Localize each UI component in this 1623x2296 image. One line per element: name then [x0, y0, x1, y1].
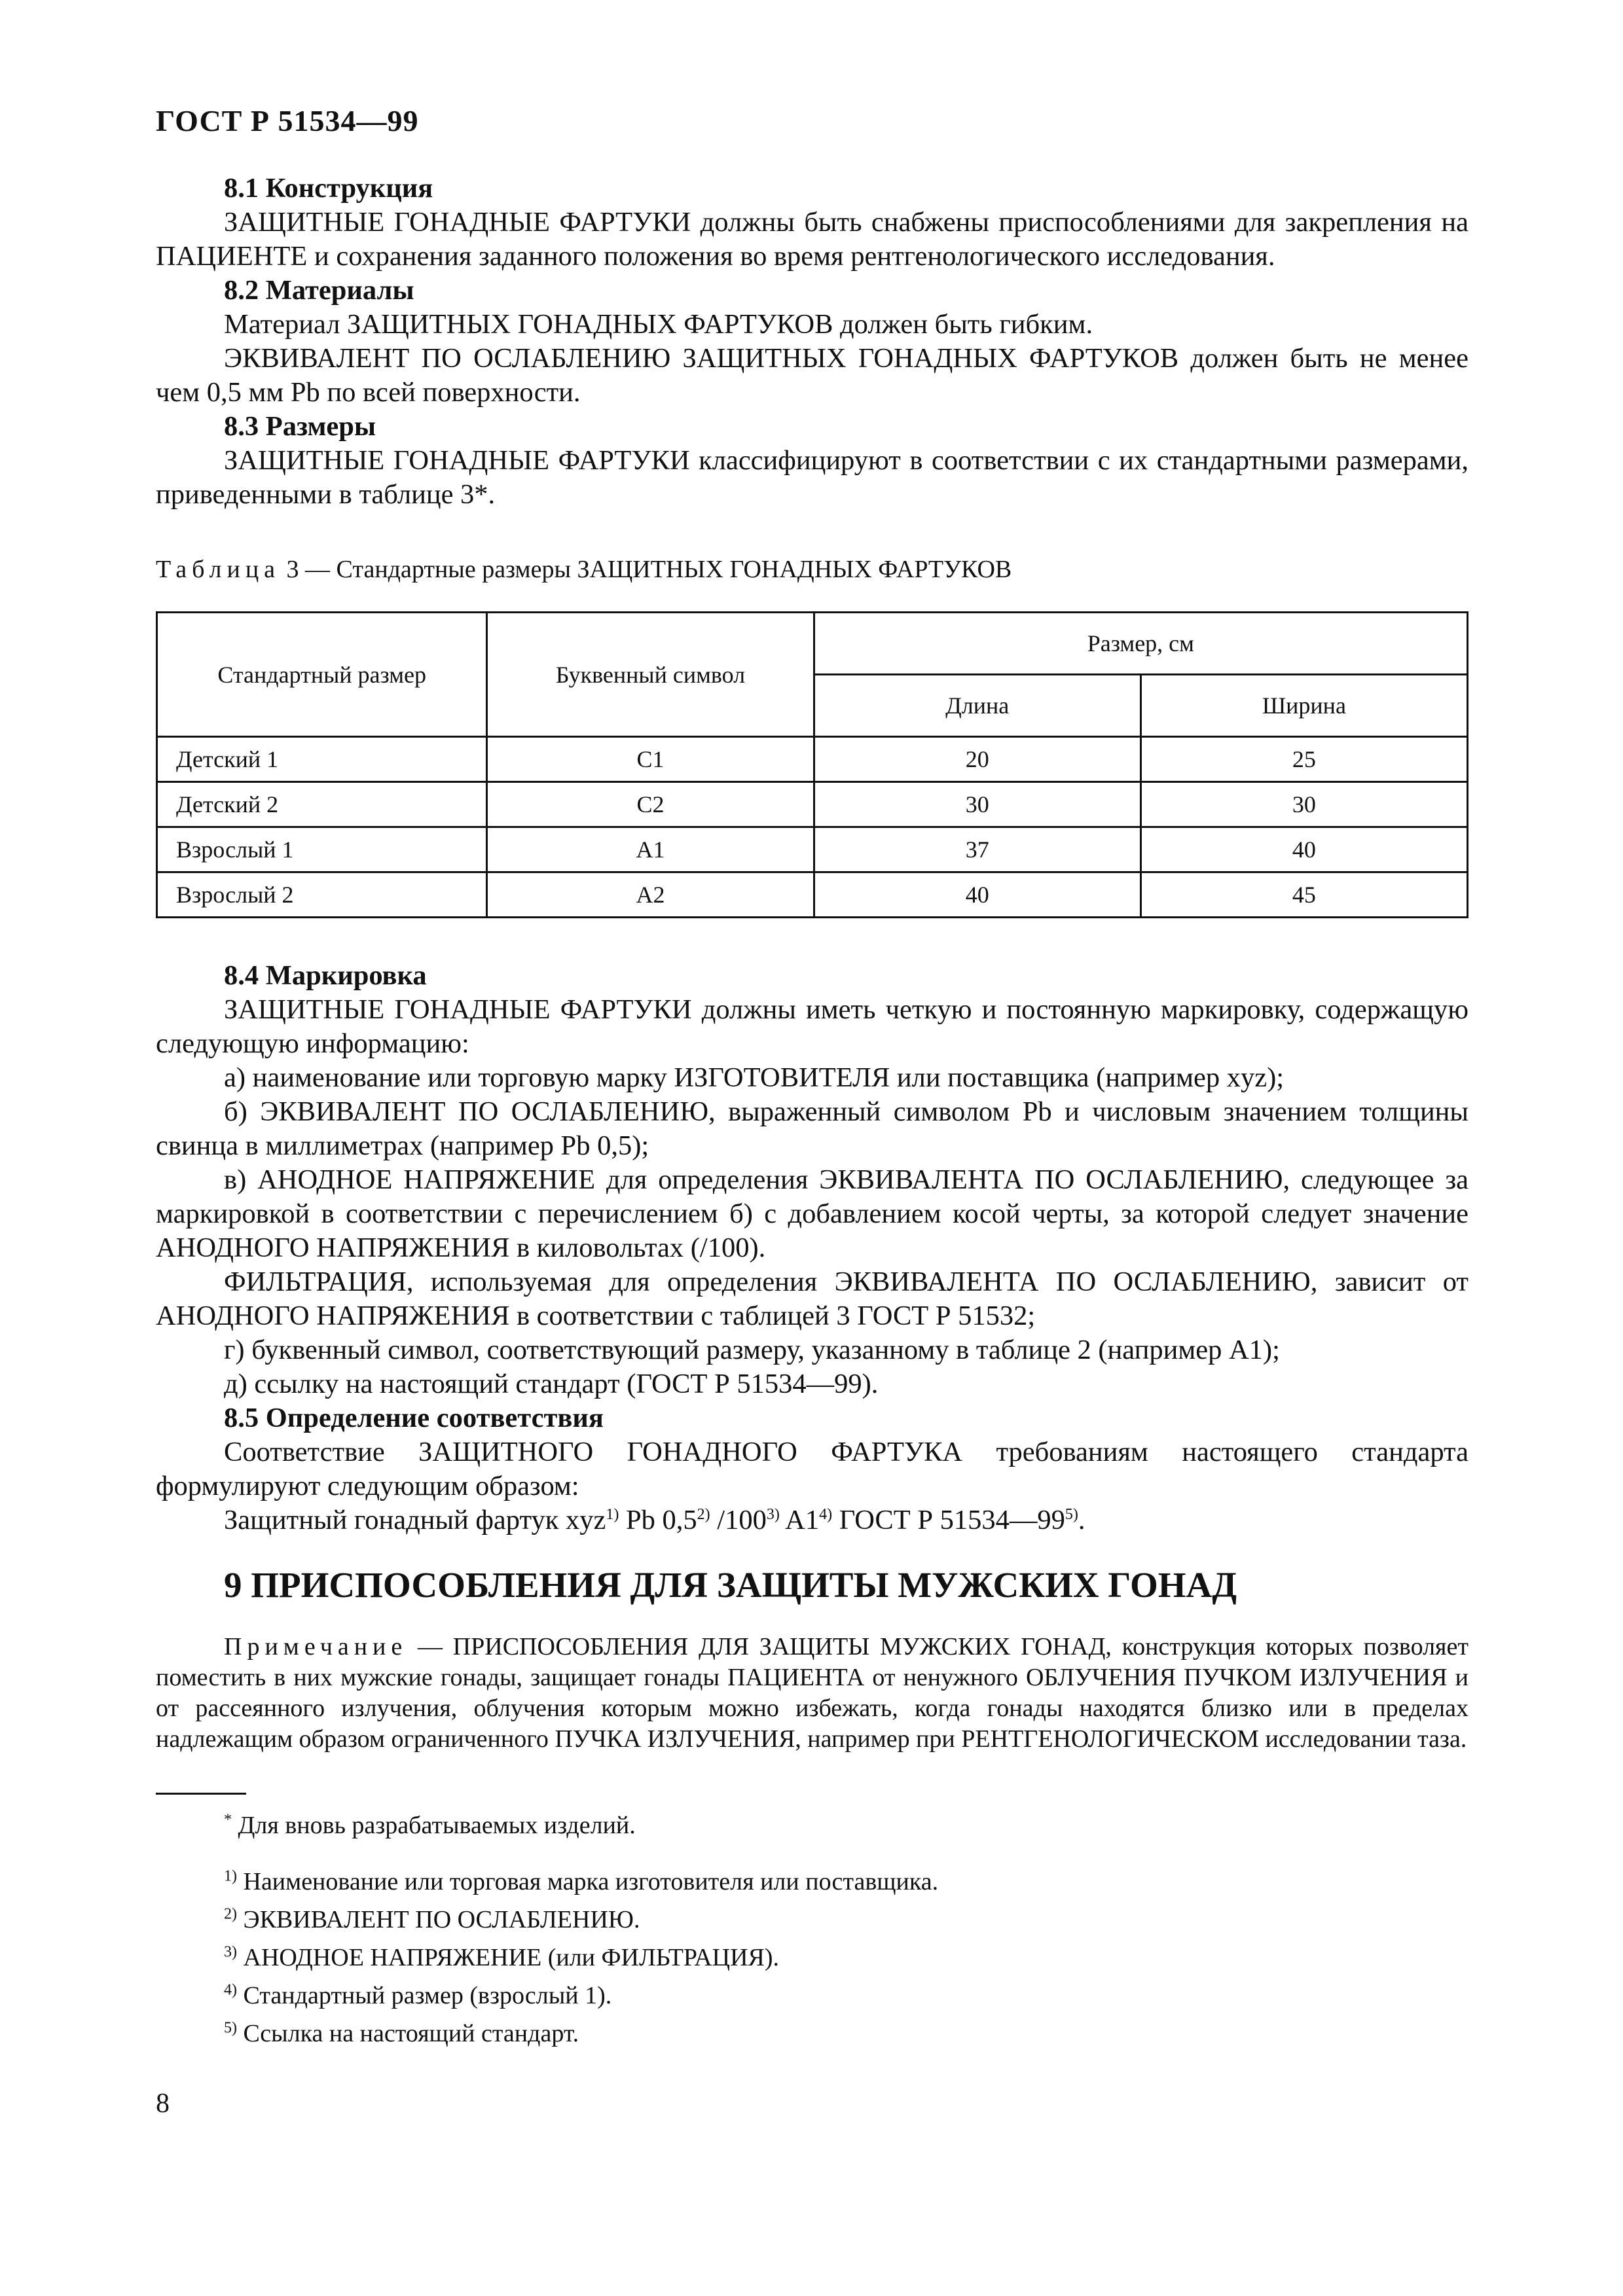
header-letter-symbol: Буквенный символ: [487, 613, 814, 737]
footnote-text: Для вновь разрабатываемых изделий.: [232, 1812, 636, 1839]
footnote-mark: 1): [224, 1867, 237, 1885]
footnote-ref: 4): [819, 1505, 833, 1523]
section-8-5-text: Соответствие ЗАЩИТНОГО ГОНАДНОГО ФАРТУКА требованиям настоящего стандарта формулируют следующим образом:: [156, 1437, 1468, 1501]
footnote-mark: 3): [224, 1943, 237, 1961]
footnote-1: [156, 1863, 1468, 1901]
list-item-b: б) ЭКВИВАЛЕНТ ПО ОСЛАБЛЕНИЮ, выраженный символом Pb и числовым значением толщины свинца в миллиметрах (например Pb 0,5);: [156, 1096, 1468, 1161]
cell-size: Детский 2: [157, 782, 487, 827]
example-part: Защитный гонадный фартук xyz: [224, 1505, 606, 1535]
section-8-3-text: ЗАЩИТНЫЕ ГОНАДНЫЕ ФАРТУКИ классифицируют в соответствии с их стандартными размерами, приведенными в таблице 3*.: [156, 445, 1468, 510]
cell-width: 30: [1140, 782, 1467, 827]
footnote-mark: 5): [224, 2019, 237, 2037]
section-8-3-title: 8.3 Размеры: [224, 411, 376, 442]
footnote-mark: *: [224, 1811, 232, 1829]
footnote-text: Стандартный размер (взрослый 1).: [237, 1982, 612, 2009]
filtration-paragraph: ФИЛЬТРАЦИЯ, используемая для определения ЭКВИВАЛЕНТА ПО ОСЛАБЛЕНИЮ, зависит от АНОДНОГО НАПРЯЖЕНИЯ в соответствии с таблицей 3 ГОСТ Р 51532;: [156, 1266, 1468, 1331]
section-8-4-title: 8.4 Маркировка: [224, 960, 427, 991]
footnote-text: Наименование или торговая марка изготовителя или поставщика.: [237, 1868, 939, 1895]
section-8-2-title: 8.2 Материалы: [224, 275, 414, 306]
section-8-1-title: 8.1 Конструкция: [224, 173, 433, 204]
cell-size: Взрослый 2: [157, 872, 487, 918]
cell-symbol: A2: [487, 872, 814, 918]
cell-width: 45: [1140, 872, 1467, 918]
example-part: Pb 0,5: [619, 1505, 697, 1535]
table-caption: [156, 552, 1468, 586]
header-width: Ширина: [1140, 675, 1467, 737]
cell-symbol: C2: [487, 782, 814, 827]
document-header: ГОСТ Р 51534—99: [156, 104, 419, 137]
footnote-separator: [156, 1793, 246, 1795]
list-item-g: г) буквенный символ, соответствующий размеру, указанному в таблице 2 (например A1);: [224, 1335, 1280, 1365]
footnote-star: [156, 1806, 1468, 1844]
example-part: ГОСТ Р 51534—99: [832, 1505, 1065, 1535]
table-row: [157, 827, 1468, 872]
footnote-mark: 2): [224, 1905, 237, 1923]
header-dimensions: Размер, см: [814, 613, 1467, 675]
list-item-a: а) наименование или торговую марку ИЗГОТОВИТЕЛЯ или поставщика (например xyz);: [224, 1062, 1285, 1093]
example-part: A1: [779, 1505, 820, 1535]
cell-length: 40: [814, 872, 1140, 918]
cell-symbol: A1: [487, 827, 814, 872]
header-length: Длина: [814, 675, 1140, 737]
footnote-3: [156, 1939, 1468, 1977]
footnote-text: ЭКВИВАЛЕНТ ПО ОСЛАБЛЕНИЮ.: [237, 1906, 640, 1933]
table-row: [157, 737, 1468, 782]
example-part: .: [1078, 1505, 1085, 1535]
footnote-ref: 3): [766, 1505, 780, 1523]
table-header-row: [157, 613, 1468, 675]
cell-size: Взрослый 1: [157, 827, 487, 872]
footnote-4: [156, 1977, 1468, 2015]
section-8-1-text: ЗАЩИТНЫЕ ГОНАДНЫЕ ФАРТУКИ должны быть снабжены приспособлениями для закрепления на ПАЦИЕНТЕ и сохранения заданного положения во время рентгенологического исследования.: [156, 207, 1468, 272]
section-8-4-intro: ЗАЩИТНЫЕ ГОНАДНЫЕ ФАРТУКИ должны иметь четкую и постоянную маркировку, содержащую следующую информацию:: [156, 994, 1468, 1059]
header-standard-size: Стандартный размер: [157, 613, 487, 737]
example-part: /100: [710, 1505, 767, 1535]
marking-example: [156, 1503, 1468, 1537]
section-9-note: [156, 1632, 1468, 1755]
note-label: Примечание: [224, 1633, 408, 1660]
footnote-mark: 4): [224, 1981, 237, 1999]
document-body: [156, 171, 1468, 2053]
note-text: — ПРИСПОСОБЛЕНИЯ ДЛЯ ЗАЩИТЫ МУЖСКИХ ГОНАД, конструкция которых позволяет поместить в них мужские гонады, защищает гонады ПАЦИЕНТА от ненужного ОБЛУЧЕНИЯ ПУЧКОМ ИЗЛУЧЕНИЯ и от рассеянного излучения, облучения которым можно избежать, когда гонады находятся близко или в пределах надлежащим образом ограниченного ПУЧКА ИЗЛУЧЕНИЯ, например при РЕНТГЕНОЛОГИЧЕСКОМ исследовании таза.: [156, 1633, 1468, 1753]
list-item-v: в) АНОДНОЕ НАПРЯЖЕНИЕ для определения ЭКВИВАЛЕНТА ПО ОСЛАБЛЕНИЮ, следующее за маркировкой в соответствии с перечислением б) с добавлением косой черты, за которой следует значение АНОДНОГО НАПРЯЖЕНИЯ в киловольтах (/100).: [156, 1164, 1468, 1263]
section-9-title: 9 ПРИСПОСОБЛЕНИЯ ДЛЯ ЗАЩИТЫ МУЖСКИХ ГОНАД: [224, 1565, 1237, 1605]
table-caption-label: Таблица: [156, 556, 281, 583]
footnote-text: Ссылка на настоящий стандарт.: [237, 2020, 579, 2047]
table-row: [157, 782, 1468, 827]
page-number: 8: [156, 2089, 170, 2119]
footnote-ref: 5): [1065, 1505, 1078, 1523]
footnote-text: АНОДНОЕ НАПРЯЖЕНИЕ (или ФИЛЬТРАЦИЯ).: [237, 1944, 780, 1971]
section-8-2-paragraph-1: Материал ЗАЩИТНЫХ ГОНАДНЫХ ФАРТУКОВ должен быть гибким.: [224, 309, 1093, 340]
list-item-d: д) ссылку на настоящий стандарт (ГОСТ Р 51534—99).: [224, 1369, 879, 1399]
table-row: [157, 872, 1468, 918]
table-caption-text: 3 — Стандартные размеры ЗАЩИТНЫХ ГОНАДНЫХ ФАРТУКОВ: [280, 556, 1012, 583]
cell-length: 37: [814, 827, 1140, 872]
cell-width: 25: [1140, 737, 1467, 782]
footnote-ref: 2): [697, 1505, 710, 1523]
cell-size: Детский 1: [157, 737, 487, 782]
cell-width: 40: [1140, 827, 1467, 872]
footnote-5: [156, 2015, 1468, 2053]
cell-length: 30: [814, 782, 1140, 827]
sizes-table: [156, 611, 1468, 918]
footnote-2: [156, 1901, 1468, 1939]
footnote-ref: 1): [606, 1505, 619, 1523]
section-8-5-title: 8.5 Определение соответствия: [224, 1403, 604, 1433]
cell-symbol: C1: [487, 737, 814, 782]
cell-length: 20: [814, 737, 1140, 782]
section-8-2-paragraph-2: ЭКВИВАЛЕНТ ПО ОСЛАБЛЕНИЮ ЗАЩИТНЫХ ГОНАДНЫХ ФАРТУКОВ должен быть не менее чем 0,5 мм Pb по всей поверхности.: [156, 343, 1468, 408]
